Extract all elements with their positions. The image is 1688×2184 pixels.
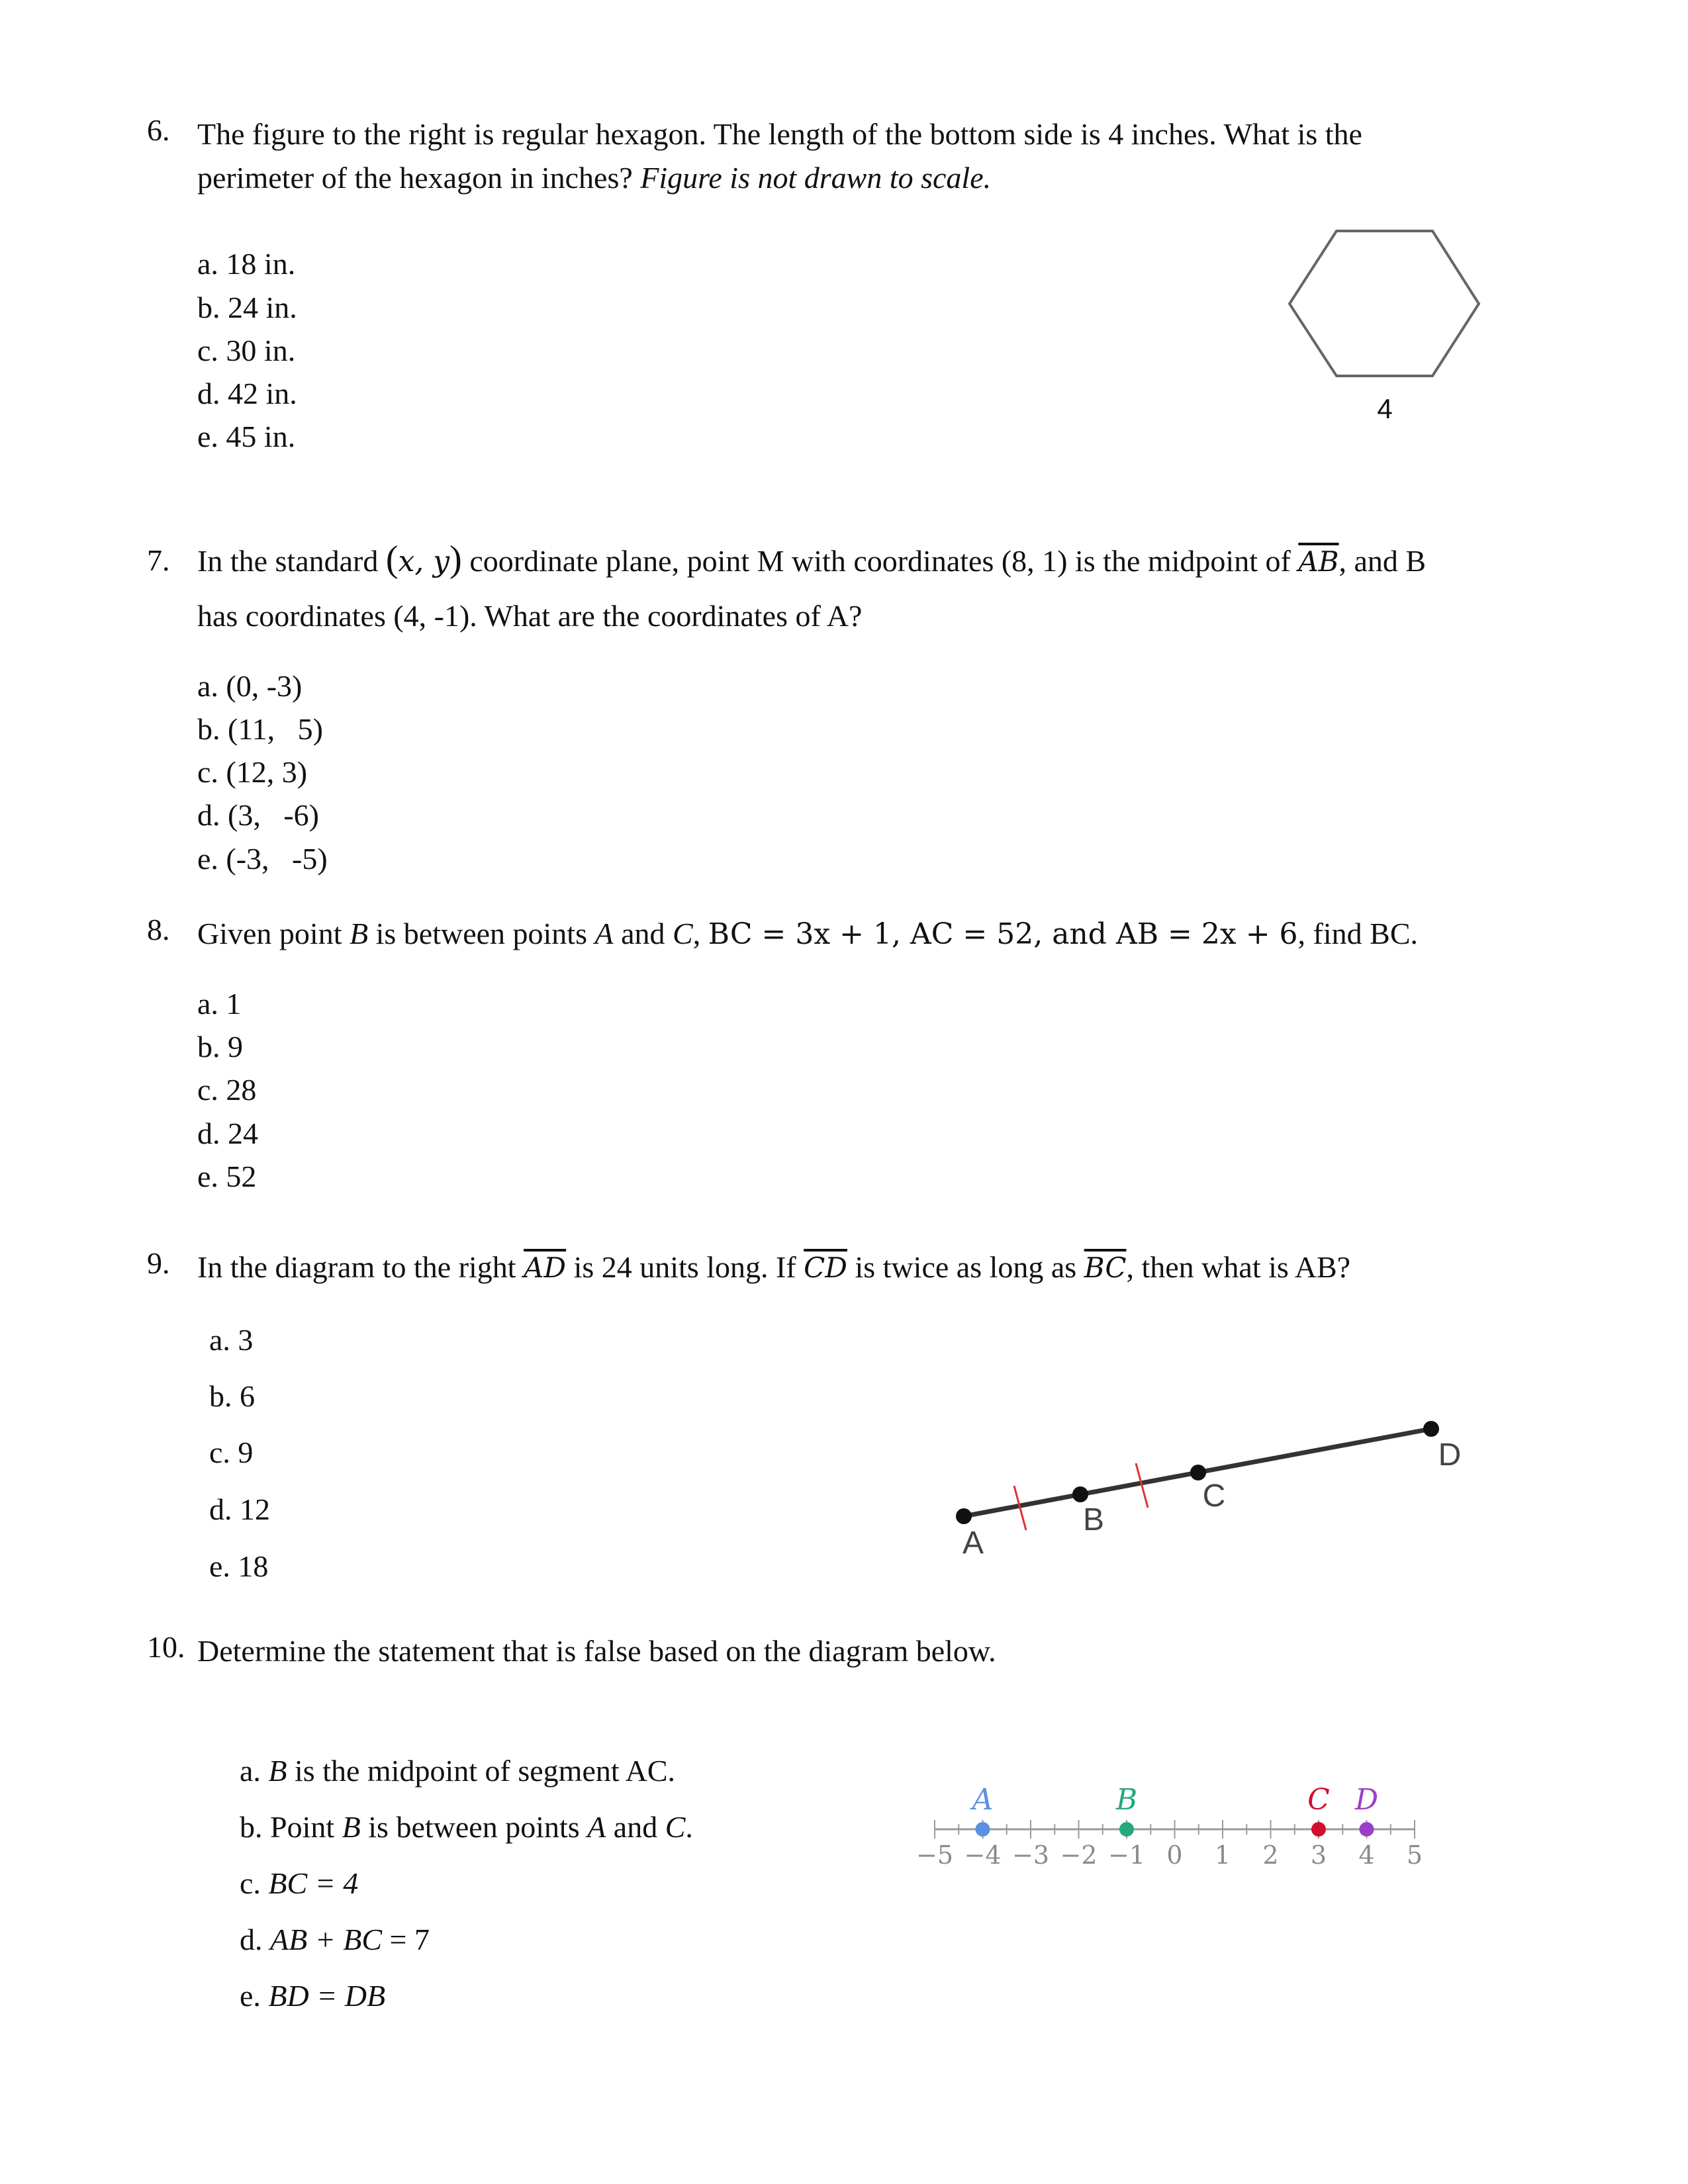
- tick-label: −5: [915, 1841, 954, 1870]
- option-rest: = 7: [382, 1923, 430, 1956]
- question-text: Determine the statement that is false based on the diagram below.: [197, 1634, 996, 1668]
- answer-option-b: b. (11, 5): [197, 712, 323, 746]
- tick-label: −3: [1011, 1841, 1050, 1870]
- answer-option-c: c. 9: [209, 1435, 254, 1469]
- option-italic: B: [268, 1754, 287, 1788]
- question-number: 10.: [147, 1630, 185, 1664]
- option-italic: A: [587, 1810, 606, 1844]
- answer-option-e: e. (-3, -5): [197, 842, 328, 876]
- option-prefix: c.: [240, 1866, 269, 1900]
- point-d-dot: [1360, 1822, 1374, 1837]
- question-text-part: , then what is AB?: [1126, 1250, 1351, 1284]
- segment-bc: $\overline{BC}$: [1084, 1251, 1127, 1284]
- question-number: 9.: [147, 1246, 170, 1280]
- answer-option-e: e. 18: [209, 1549, 269, 1583]
- equation: BC = 3x + 1, AC = 52, and AB = 2x + 6: [708, 917, 1298, 951]
- question-text-part: is 24 units long. If: [566, 1250, 804, 1284]
- option-prefix: d.: [240, 1923, 270, 1956]
- question-text-line2: [197, 156, 991, 200]
- answer-option-a: a. 18 in.: [197, 247, 296, 281]
- option-prefix: e.: [240, 1979, 269, 2013]
- tick-label: 1: [1214, 1841, 1231, 1870]
- point-a-dot: [956, 1508, 972, 1524]
- question-text-part: In the standard: [197, 544, 386, 578]
- point-c-label: C: [1202, 1479, 1226, 1514]
- answer-option-b: b. 9: [197, 1030, 243, 1064]
- option-rest: .: [685, 1810, 693, 1844]
- tick-label: −2: [1060, 1841, 1098, 1870]
- tick-label: 5: [1406, 1841, 1423, 1870]
- point-c-label: C: [1307, 1783, 1330, 1817]
- question-text-part: , and B: [1338, 544, 1427, 578]
- point-b-label: B: [1082, 1502, 1105, 1537]
- point-b-dot: [1072, 1486, 1088, 1502]
- point-b-label: B: [1115, 1783, 1138, 1817]
- tick-label: 0: [1166, 1841, 1183, 1870]
- question-number: 8.: [147, 913, 170, 946]
- tick-label: −1: [1107, 1841, 1146, 1870]
- point-a-dot: [976, 1822, 990, 1837]
- question-text-part: Given point: [197, 917, 350, 950]
- answer-option-d: d. (3, -6): [197, 798, 319, 832]
- tick-label: 4: [1358, 1841, 1375, 1870]
- question-text-part: is between points: [368, 917, 595, 950]
- number-line: [900, 1780, 1456, 1880]
- tick-label: −4: [964, 1841, 1002, 1870]
- question-text-part: coordinate plane, point M with coordinates (8, 1) is the midpoint of: [461, 544, 1299, 578]
- point-b: B: [349, 917, 369, 950]
- option-rest: is the midpoint of segment AC.: [287, 1754, 676, 1788]
- segment-ad: $\overline{AD}$: [524, 1251, 567, 1284]
- answer-option-c: c. 28: [197, 1073, 257, 1107]
- hexagon-side-label: 4: [1377, 393, 1393, 424]
- hexagon-shape: [1289, 231, 1479, 376]
- question-number: 7.: [147, 543, 170, 577]
- answer-option-e: e. 45 in.: [197, 420, 296, 453]
- point-a: A: [594, 917, 614, 950]
- option-italic: BC = 4: [268, 1866, 359, 1900]
- answer-option-d: d. 12: [209, 1492, 270, 1526]
- point-c-dot: [1311, 1822, 1326, 1837]
- point-b-dot: [1119, 1822, 1134, 1837]
- option-italic: B: [342, 1810, 361, 1844]
- number-line-ticks: [916, 1820, 1423, 1870]
- tick-label: 3: [1310, 1841, 1327, 1870]
- question-text-part: In the diagram to the right: [197, 1250, 524, 1284]
- segment-ab: $\overline{AB}$: [1298, 545, 1339, 578]
- tick-label: 2: [1262, 1841, 1279, 1870]
- answer-option-a: a. (0, -3): [197, 669, 303, 703]
- option-italic: BD = DB: [268, 1979, 386, 2013]
- question-number: 6.: [147, 113, 170, 147]
- answer-option-b: b. 24 in.: [197, 291, 297, 324]
- answer-option-b: b. 6: [209, 1379, 255, 1413]
- answer-option-d: d. 42 in.: [197, 377, 297, 410]
- option-rest: is between points: [360, 1810, 588, 1844]
- option-italic: C: [665, 1810, 686, 1844]
- option-prefix: a.: [240, 1754, 269, 1788]
- point-a-label: A: [972, 1783, 994, 1817]
- option-prefix: b. Point: [240, 1810, 342, 1844]
- question-text-line1: The figure to the right is regular hexagon. The length of the bottom side is 4 inches. What is the: [197, 117, 1362, 151]
- question-text-line2: has coordinates (4, -1). What are the coordinates of A?: [197, 599, 863, 633]
- hexagon-figure: [1284, 222, 1489, 440]
- answer-option-c: c. 30 in.: [197, 334, 296, 367]
- question-text-italic: Figure is not drawn to scale.: [640, 161, 992, 195]
- point-d-dot: [1423, 1421, 1439, 1437]
- point-c: C: [673, 917, 693, 950]
- question-text-line1: In the standard (x, y) coordinate plane, point M with coordinates (8, 1) is the midpoint of $\overline{AB}$, and B: [197, 539, 1427, 580]
- answer-option-d: d. 24: [197, 1116, 258, 1150]
- option-rest: and: [606, 1810, 665, 1844]
- question-text: [197, 912, 1418, 956]
- question-text: [197, 1246, 1350, 1290]
- segment-diagram: [940, 1403, 1483, 1562]
- answer-option-e: [209, 1943, 385, 2048]
- question-text-plain: perimeter of the hexagon in inches?: [197, 161, 641, 195]
- point-d-label: D: [1354, 1783, 1379, 1817]
- question-text-part: and: [613, 917, 673, 950]
- point-d-label: D: [1438, 1437, 1462, 1473]
- point-a-label: A: [962, 1525, 984, 1561]
- question-text-part: is twice as long as: [847, 1250, 1084, 1284]
- answer-option-a: a. 1: [197, 987, 242, 1021]
- answer-option-c: c. (12, 3): [197, 755, 308, 789]
- xy-variables: x, y: [398, 545, 450, 578]
- answer-option-a: a. 3: [209, 1323, 254, 1357]
- segment-cd: $\overline{CD}$: [804, 1251, 847, 1284]
- question-text-part: , find BC.: [1297, 917, 1419, 950]
- question-text-part: ,: [692, 917, 708, 950]
- answer-option-e: e. 52: [197, 1160, 257, 1193]
- option-italic: AB + BC: [270, 1923, 383, 1956]
